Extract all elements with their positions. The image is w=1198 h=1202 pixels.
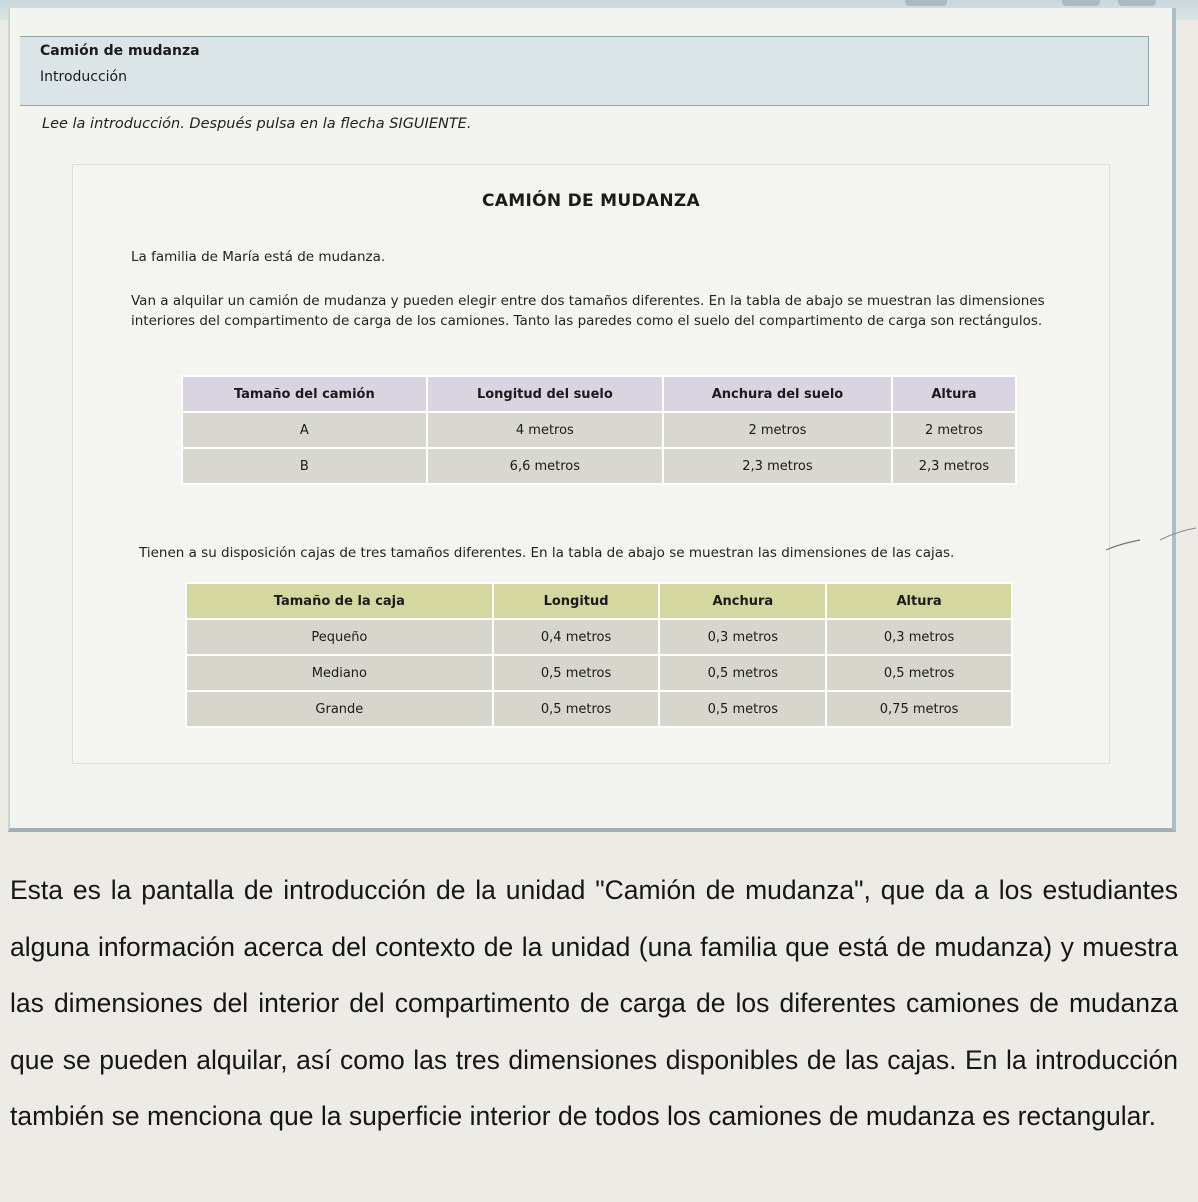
paragraph-trucks: Van a alquilar un camión de mudanza y pueden elegir entre dos tamaños diferentes. En la tabla de abajo se muestran las dimensiones interiores del compartimento de carga de los camiones. Tanto las paredes como el suelo del compartimento de carga son rectángulos. (131, 293, 1045, 329)
table-row (182, 412, 1016, 448)
table-cell: Pequeño (186, 619, 493, 655)
table-cell: 2,3 metros (663, 448, 892, 484)
table-row (186, 691, 1012, 727)
table-cell: 4 metros (427, 412, 663, 448)
table-cell: 2,3 metros (892, 448, 1016, 484)
table-cell: 0,5 metros (493, 655, 660, 691)
paragraph-boxes: Tienen a su disposición cajas de tres tamaños diferentes. En la tabla de abajo se muestran las dimensiones de las cajas. (139, 545, 955, 561)
description-paragraph: Esta es la pantalla de introducción de la unidad "Camión de mudanza", que da a los estudiantes alguna información acerca del contexto de la unidad (una familia que está de mudanza) y muestra las dimensiones del interior del compartimento de carga de los diferentes camiones de mudanza que se pueden alquilar, así como las tres dimensiones disponibles de las cajas. En la introducción también se menciona que la superficie interior de todos los camiones de mudanza es rectangular. (10, 875, 1178, 1131)
stimulus-panel (72, 164, 1110, 764)
pencil-mark (1100, 526, 1198, 556)
section-label: Introducción (40, 69, 127, 85)
table-cell: 6,6 metros (427, 448, 663, 484)
column-header: Altura (892, 376, 1016, 412)
table-header-row (182, 376, 1016, 412)
column-header: Anchura del suelo (663, 376, 892, 412)
column-header: Tamaño de la caja (186, 583, 493, 619)
table-cell: 2 metros (892, 412, 1016, 448)
column-header: Anchura (659, 583, 826, 619)
table-cell: 0,3 metros (826, 619, 1012, 655)
table-row (186, 655, 1012, 691)
table-cell: 2 metros (663, 412, 892, 448)
table-cell: 0,3 metros (659, 619, 826, 655)
table-cell: B (182, 448, 427, 484)
truck-dimensions-table (181, 375, 1017, 485)
table-cell: 0,5 metros (826, 655, 1012, 691)
tab-indicator (1118, 0, 1156, 6)
table-cell: 0,5 metros (659, 691, 826, 727)
unit-title: Camión de mudanza (40, 43, 200, 59)
table-cell: Mediano (186, 655, 493, 691)
tab-indicator (1062, 0, 1100, 6)
table-cell: Grande (186, 691, 493, 727)
table-header-row (186, 583, 1012, 619)
instruction-text: Lee la introducción. Después pulsa en la flecha SIGUIENTE. (42, 116, 472, 132)
column-header: Longitud (493, 583, 660, 619)
box-dimensions-table (185, 582, 1013, 728)
table-cell: A (182, 412, 427, 448)
stimulus-title: CAMIÓN DE MUDANZA (482, 191, 700, 211)
table-row (182, 448, 1016, 484)
unit-header (20, 36, 1149, 106)
table-cell: 0,75 metros (826, 691, 1012, 727)
test-screen (8, 8, 1176, 832)
column-header: Tamaño del camión (182, 376, 427, 412)
column-header: Altura (826, 583, 1012, 619)
column-header: Longitud del suelo (427, 376, 663, 412)
table-row (186, 619, 1012, 655)
paragraph-family: La familia de María está de mudanza. (131, 249, 386, 265)
table-cell: 0,4 metros (493, 619, 660, 655)
table-cell: 0,5 metros (493, 691, 660, 727)
table-cell: 0,5 metros (659, 655, 826, 691)
tab-indicator (905, 0, 947, 6)
